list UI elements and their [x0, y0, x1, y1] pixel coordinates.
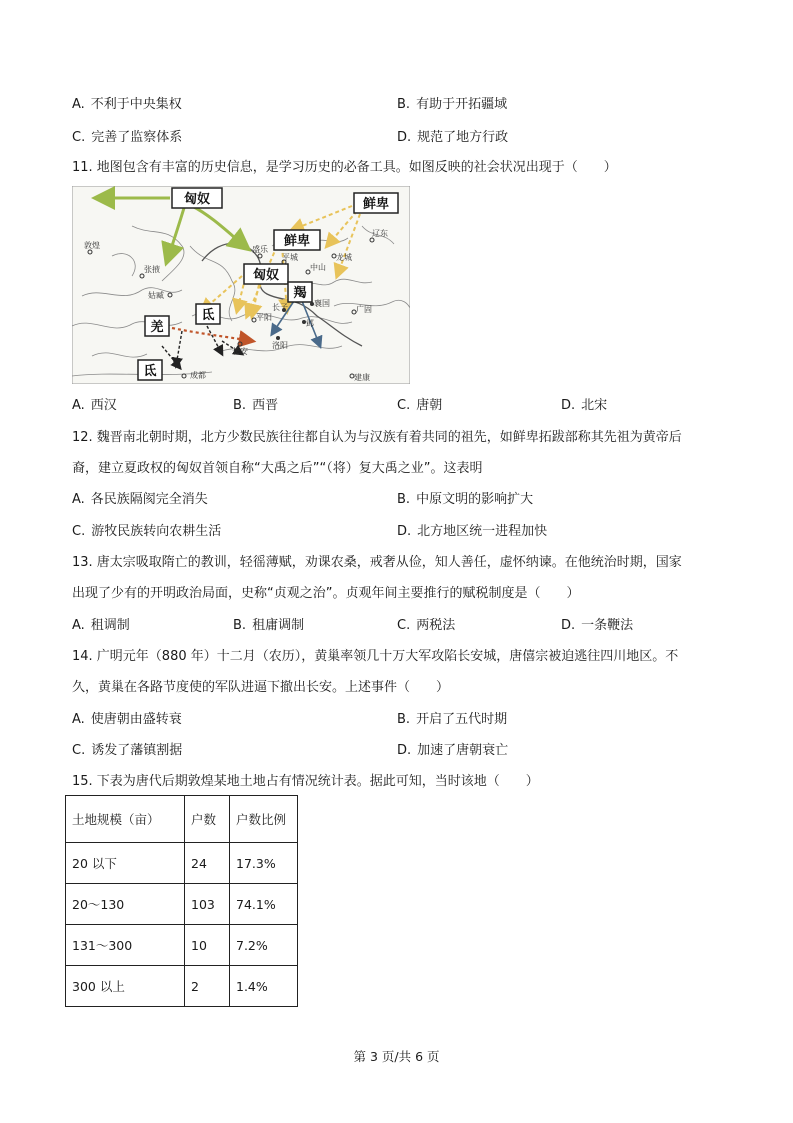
table-cell: 10: [185, 925, 230, 966]
q11-option-a: A. 西汉: [72, 398, 117, 413]
q14-stem-line1: 14. 广明元年（880 年）十二月（农历），黄巢率领几十万大军攻陷长安城，唐僖宗被迫逃往四川地区。不: [72, 649, 679, 664]
q11-stem: 11. 地图包含有丰富的历史信息，是学习历史的必备工具。如图反映的社会状况出现于（ ）: [72, 160, 617, 175]
map-place-luoyang: 洛阳: [272, 341, 288, 350]
q13-option-d: D. 一条鞭法: [561, 618, 634, 633]
table-header-row: [66, 796, 298, 843]
svg-text:匈奴: 匈奴: [183, 192, 211, 207]
map-place-jiankang: 建康: [354, 373, 370, 382]
table-cell: 20 以下: [66, 843, 185, 884]
map-tribe-xiongnu-center: [244, 264, 288, 284]
q13-option-b: B. 租庸调制: [233, 618, 305, 633]
q14-option-d: D. 加速了唐朝衰亡: [397, 743, 509, 758]
q11-map: [72, 186, 410, 384]
q14-option-a: A. 使唐朝由盛转衰: [72, 712, 182, 727]
map-place-pingyang: 平阳: [256, 313, 272, 322]
svg-text:鲜卑: 鲜卑: [362, 197, 390, 212]
q12-option-b: B. 中原文明的影响扩大: [397, 492, 534, 507]
map-place-zhangye: 张掖: [144, 265, 160, 274]
table-cell: 24: [185, 843, 230, 884]
q12-option-a: A. 各民族隔阂完全消失: [72, 492, 208, 507]
table-header-cell: 土地规模（亩）: [66, 796, 185, 843]
map-place-shengle: 盛乐: [252, 245, 268, 254]
map-tribe-xianbei-northeast: [354, 193, 398, 213]
map-place-chengdu: 成都: [190, 371, 206, 380]
map-place-guzang: 姑臧: [148, 291, 164, 300]
table-cell: 103: [185, 884, 230, 925]
svg-text:匈奴: 匈奴: [252, 268, 280, 283]
table-row: [66, 966, 298, 1007]
table-cell: 7.2%: [230, 925, 298, 966]
q13-option-c: C. 两税法: [397, 618, 456, 633]
q14-stem-line2: 久，黄巢在各路节度使的军队进逼下撤出长安。上述事件（ ）: [72, 680, 450, 695]
table-cell: 1.4%: [230, 966, 298, 1007]
q11-option-c: C. 唐朝: [397, 398, 443, 413]
map-tribe-qiang: [145, 316, 169, 336]
table-row: [66, 884, 298, 925]
map-tribe-jie: [288, 282, 312, 302]
land-ownership-table: [65, 795, 298, 1007]
table-cell: 17.3%: [230, 843, 298, 884]
svg-text:羌: 羌: [150, 320, 164, 335]
map-place-guanggu: 广固: [356, 305, 372, 314]
q13-stem-line2: 出现了少有的开明政治局面，史称“贞观之治”。贞观年间主要推行的赋税制度是（ ）: [72, 586, 580, 601]
map-tribe-di-north: [196, 304, 220, 324]
map-place-xiangguo: 襄国: [314, 299, 330, 308]
table-cell: 74.1%: [230, 884, 298, 925]
map-place-longcheng: 龙城: [336, 253, 352, 262]
q10-option-a: A. 不利于中央集权: [72, 97, 182, 112]
table-cell: 300 以上: [66, 966, 185, 1007]
q12-stem-line1: 12. 魏晋南北朝时期，北方少数民族往往都自认为与汉族有着共同的祖先，如鲜卑拓跋部称其先祖为黄帝后: [72, 430, 682, 445]
svg-text:氐: 氐: [143, 364, 157, 379]
q12-stem-line2: 裔，建立夏政权的匈奴首领自称“大禹之后”“（将）复大禹之业”。这表明: [72, 461, 483, 476]
map-tribe-xiongnu-north: [172, 188, 222, 208]
map-place-pingcheng: 平城: [282, 253, 298, 262]
map-place-liaodong: 辽东: [372, 229, 388, 238]
map-place-zhongshan: 中山: [310, 263, 326, 272]
map-tribe-di-south: [138, 360, 162, 380]
table-row: [66, 843, 298, 884]
q10-option-c: C. 完善了监察体系: [72, 130, 183, 145]
q12-option-c: C. 游牧民族转向农耕生活: [72, 524, 222, 539]
map-tribe-xianbei-center: [274, 230, 320, 250]
q14-option-b: B. 开启了五代时期: [397, 712, 508, 727]
q10-option-b: B. 有助于开拓疆域: [397, 97, 508, 112]
svg-text:氐: 氐: [201, 308, 215, 323]
q15-stem: 15. 下表为唐代后期敦煌某地土地占有情况统计表。据此可知，当时该地（ ）: [72, 774, 539, 789]
map-place-zhangzi: 长子: [272, 303, 288, 312]
svg-text:鲜卑: 鲜卑: [283, 234, 311, 249]
table-row: [66, 925, 298, 966]
q13-option-a: A. 租调制: [72, 618, 130, 633]
q11-option-d: D. 北宋: [561, 398, 608, 413]
map-place-changan: 长安: [232, 347, 248, 356]
table-cell: 20～130: [66, 884, 185, 925]
q13-stem-line1: 13. 唐太宗吸取隋亡的教训，轻徭薄赋，劝课农桑，戒奢从俭，知人善任，虚怀纳谏。在他统治时期，国家: [72, 555, 682, 570]
q11-option-b: B. 西晋: [233, 398, 279, 413]
svg-text:羯: 羯: [293, 286, 307, 301]
q14-option-c: C. 诱发了藩镇割据: [72, 743, 183, 758]
q12-option-d: D. 北方地区统一进程加快: [397, 524, 548, 539]
table-header-cell: 户数: [185, 796, 230, 843]
q10-option-d: D. 规范了地方行政: [397, 130, 509, 145]
map-place-ye: 邺: [306, 319, 314, 328]
table-cell: 2: [185, 966, 230, 1007]
table-cell: 131～300: [66, 925, 185, 966]
page-footer: 第 3 页/共 6 页: [353, 1049, 440, 1064]
table-header-cell: 户数比例: [230, 796, 298, 843]
map-place-dunhuang: 敦煌: [84, 241, 100, 250]
